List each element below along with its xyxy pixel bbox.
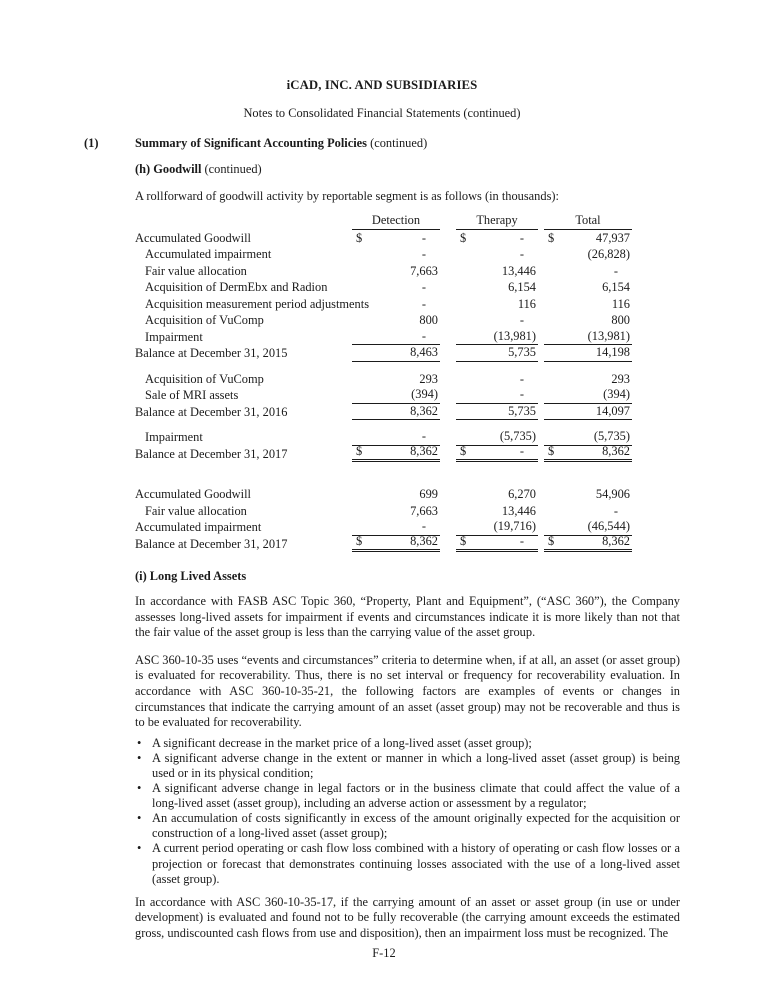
cell-detection: $ 8,362 [352, 536, 440, 553]
cell-therapy: 116 [517, 296, 536, 311]
cell-total: - [613, 263, 618, 278]
cell-total: $ 8,362 [544, 446, 632, 463]
table-row [135, 387, 680, 404]
column-header-total: Total [544, 213, 632, 230]
table-row [135, 246, 680, 263]
bullet-item: • A current period operating or cash flow loss combined with a history of operating or cash flow losses or a projection or forecast that demonstrates continuing losses associated with the use of a long-lived asset (asset group). [135, 841, 680, 886]
dollar-sign: $ [548, 533, 555, 548]
cell-total: - [613, 503, 618, 518]
table-row [135, 263, 680, 280]
bullet-icon [135, 781, 152, 811]
cell-detection: - [352, 329, 440, 346]
cell-therapy: 6,270 [508, 487, 536, 502]
cell-therapy: 6,154 [508, 280, 536, 295]
cell-therapy: 5,735 [456, 404, 538, 421]
column-header-detection: Detection [352, 213, 440, 230]
goodwill-heading [135, 162, 680, 177]
cell-therapy: (5,735) [456, 429, 538, 446]
cell-detection: (394) [352, 387, 440, 404]
cell-total: (26,828) [587, 247, 630, 262]
row-label: Acquisition of VuComp [145, 371, 264, 386]
goodwill-table [135, 213, 680, 552]
cell-therapy: - [519, 371, 524, 386]
goodwill-heading-continued: (continued) [201, 162, 262, 176]
cell-total: 6,154 [602, 280, 630, 295]
dollar-sign: $ [460, 533, 467, 548]
row-label: Sale of MRI assets [145, 388, 239, 403]
row-label: Balance at December 31, 2017 [135, 446, 288, 461]
cell-therapy: 13,446 [501, 503, 536, 518]
cell-detection: - [421, 247, 426, 262]
bullet-icon [135, 811, 152, 841]
impairment-factors-list [135, 736, 680, 887]
table-row-total [135, 443, 680, 463]
paragraph-asc360-10-35: ASC 360-10-35 uses “events and circumstances” criteria to determine when, if at all, an asset (or asset group) is evaluated for recoverability. Thus, there is no set interval or frequency for recoverability evaluation. In accordance with ASC 360-10-35-21, the following factors are examples of events or changes in circumstances that indicate the carrying amount of an asset (asset group) may not be recoverable and thus is to be evaluated for recoverability. [135, 652, 680, 730]
dollar-sign: $ [356, 443, 363, 458]
page-subtitle: Notes to Consolidated Financial Statements (continued) [243, 106, 521, 120]
row-label: Balance at December 31, 2015 [135, 346, 288, 361]
cell-therapy: 13,446 [501, 263, 536, 278]
cell-total: 54,906 [595, 487, 630, 502]
cell-detection: - [352, 519, 440, 536]
dollar-sign: $ [548, 443, 555, 458]
bullet-icon [135, 736, 152, 751]
row-label: Fair value allocation [145, 503, 247, 518]
bullet-icon [135, 751, 152, 781]
table-row [135, 296, 680, 313]
table-row-subtotal [135, 404, 680, 421]
row-label: Accumulated impairment [135, 520, 262, 535]
cell-detection: 7,663 [410, 263, 438, 278]
column-header-therapy: Therapy [456, 213, 538, 230]
cell-total: $ 47,937 [544, 230, 632, 247]
table-row [135, 503, 680, 520]
table-row-total [135, 533, 680, 553]
row-label: Impairment [145, 329, 203, 344]
cell-total: 14,097 [544, 404, 632, 421]
cell-therapy: $ - [456, 230, 538, 247]
cell-therapy: - [519, 313, 524, 328]
cell-detection: 7,663 [410, 503, 438, 518]
cell-detection: $ - [352, 230, 440, 247]
cell-total: (394) [544, 387, 632, 404]
row-label: Accumulated Goodwill [135, 487, 251, 502]
table-row [135, 279, 680, 296]
bullet-icon [135, 841, 152, 886]
cell-detection: $ 8,362 [352, 446, 440, 463]
cell-therapy: 5,735 [456, 345, 538, 362]
row-label: Acquisition measurement period adjustments [145, 296, 370, 311]
cell-detection: - [352, 429, 440, 446]
cell-detection: - [421, 280, 426, 295]
section-continued: (continued) [366, 136, 428, 150]
cell-total: 293 [611, 371, 630, 386]
cell-detection: 8,362 [352, 404, 440, 421]
cell-total: (46,544) [544, 519, 632, 536]
cell-therapy: $ - [456, 446, 538, 463]
cell-detection: 8,463 [352, 345, 440, 362]
row-label: Accumulated Goodwill [135, 230, 251, 245]
bullet-item: • A significant adverse change in the extent or manner in which a long-lived asset (asset group) is being used or in its physical condition; [135, 751, 680, 781]
cell-total: (5,735) [544, 429, 632, 446]
goodwill-heading-label: (h) Goodwill [135, 162, 202, 176]
section-heading [84, 136, 680, 151]
row-label: Impairment [145, 430, 203, 445]
cell-detection: - [421, 296, 426, 311]
cell-total: 14,198 [544, 345, 632, 362]
cell-total: 116 [611, 296, 630, 311]
cell-detection: 699 [419, 487, 438, 502]
cell-therapy: - [519, 247, 524, 262]
dollar-sign: $ [548, 230, 555, 245]
goodwill-intro: A rollforward of goodwill activity by reportable segment is as follows (in thousands): [135, 189, 559, 203]
dollar-sign: $ [356, 230, 363, 245]
bullet-item: • A significant decrease in the market price of a long-lived asset (asset group); [135, 736, 680, 751]
section-title: Summary of Significant Accounting Policies [135, 136, 367, 150]
bullet-item: • A significant adverse change in legal factors or in the business climate that could affect the value of a long-lived asset (asset group), including an adverse action or assessment by a regulator; [135, 781, 680, 811]
section-title-line [135, 136, 427, 151]
row-label: Acquisition of VuComp [145, 313, 264, 328]
cell-detection: 800 [419, 313, 438, 328]
section-number: (1) [84, 136, 99, 150]
page-title: iCAD, INC. AND SUBSIDIARIES [286, 78, 478, 92]
cell-total: $ 8,362 [544, 536, 632, 553]
row-label: Fair value allocation [145, 263, 247, 278]
cell-therapy: $ - [456, 536, 538, 553]
table-row [135, 230, 680, 247]
bullet-item: • An accumulation of costs significantly in excess of the amount originally expected for the acquisition or construction of a long-lived asset (asset group); [135, 811, 680, 841]
dollar-sign: $ [460, 230, 467, 245]
table-header-row [135, 213, 680, 230]
row-label: Balance at December 31, 2017 [135, 536, 288, 551]
paragraph-asc360: In accordance with FASB ASC Topic 360, “Property, Plant and Equipment”, (“ASC 360”), the Company assesses long-lived assets for impairment if events and circumstances indicate it is more likely than not that the fair value of the asset group is less than the carrying value of the asset group. [135, 594, 680, 640]
page-number: F-12 [372, 946, 396, 960]
row-label: Accumulated impairment [145, 247, 272, 262]
table-row [135, 486, 680, 503]
table-row [135, 312, 680, 329]
cell-therapy: (19,716) [456, 519, 538, 536]
long-lived-assets-heading: (i) Long Lived Assets [135, 569, 247, 583]
row-label: Balance at December 31, 2016 [135, 404, 288, 419]
cell-detection: 293 [419, 371, 438, 386]
cell-total: (13,981) [544, 329, 632, 346]
paragraph-asc360-10-35-17: In accordance with ASC 360-10-35-17, if the carrying amount of an asset or asset group (in use or under development) is evaluated and found not to be fully recoverable (the carrying amount exceeds the estimated gross, undiscounted cash flows from use and disposition), then an impairment loss must be recognized. The [135, 894, 680, 940]
cell-therapy: (13,981) [456, 329, 538, 346]
table-row-subtotal [135, 345, 680, 362]
cell-total: 800 [611, 313, 630, 328]
table-row [135, 329, 680, 346]
table-row [135, 371, 680, 388]
dollar-sign: $ [356, 533, 363, 548]
cell-therapy: - [456, 387, 538, 404]
dollar-sign: $ [460, 443, 467, 458]
row-label: Acquisition of DermEbx and Radion [145, 280, 328, 295]
